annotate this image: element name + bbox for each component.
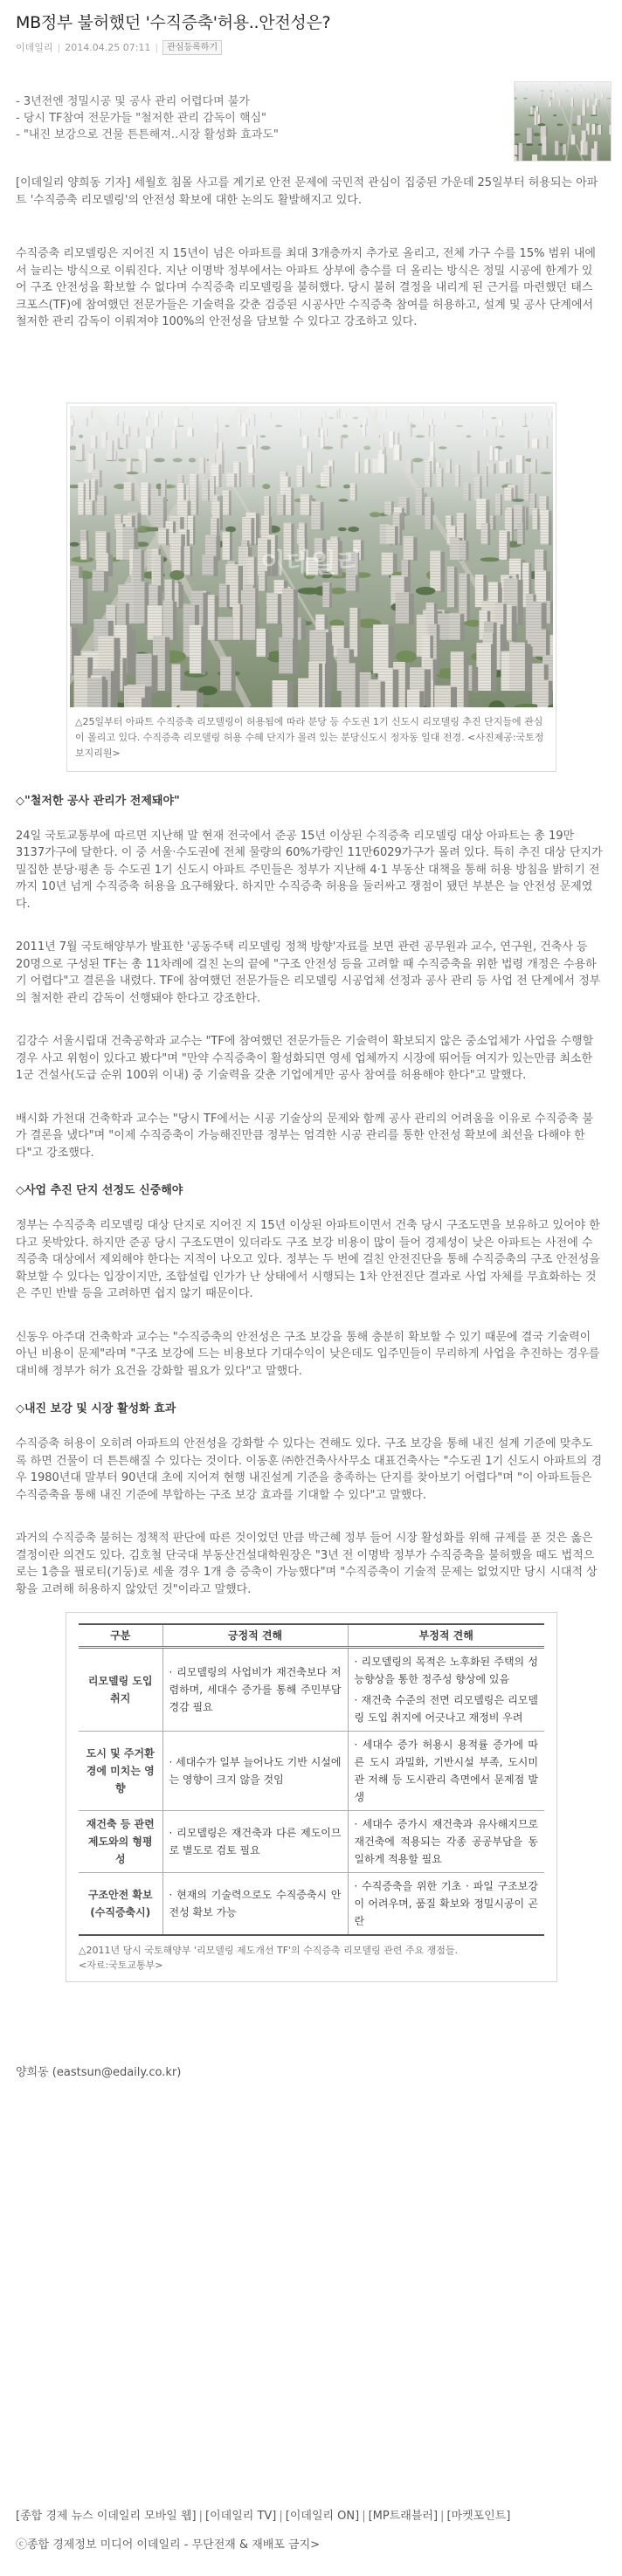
row-label: 구조안전 확보 (수직증축시) <box>79 1873 162 1936</box>
negative-cell <box>348 1648 544 1732</box>
issues-table <box>79 1623 544 1936</box>
body-paragraph: 배시화 가천대 건축학과 교수는 "당시 TF에서는 시공 기술상의 문제와 함께 공사 관리의 어려움을 이유로 수직증축 불가 결론을 냈다"며 "이제 수직증축이 가능해진만큼 정부는 엄격한 시공 관리를 통한 안전성 확보에 최선을 다해야 한다"고 강조했다. <box>16 1112 594 1160</box>
section-heading: ◇"철저한 공사 관리가 전제돼야" <box>16 794 180 808</box>
photo-caption: △25일부터 아파트 수직증축 리모델링이 허용됨에 따라 분당 등 수도권 1기 신도시 리모델링 추진 단지들에 관심이 몰리고 있다. 수직증축 리모델링 허용 수혜 단지가 몰려 있는 분당신도시 정자동 일대 전경. <사진제공:국토정보지리원> <box>75 715 544 759</box>
footer-link-mobile-web[interactable]: [종합 경제 뉴스 이데일리 모바일 웹] <box>16 2510 197 2523</box>
issues-table-box <box>66 1612 557 1982</box>
cell-item: · 세대수 증가시 재건축과 유사해지므로 재건축에 적용되는 각종 공공부담을 동일하게 적용할 필요 <box>354 1818 538 1865</box>
body-paragraph: 2011년 7월 국토해양부가 발표한 '공동주택 리모델링 정책 방향'자료를 보면 관련 공무원과 교수, 연구원, 건축사 등 20명으로 구성된 TF는 총 11차례에 걸친 논의 끝에 "구조 안전성 등을 고려할 때 수직증축을 위한 법령 개정은 수용하기 어렵다"고 결론을 내렸다. TF에 참여했던 전문가들은 리모델링 시공업체 선정과 공사 관리 등 사업 전 단계에서 정부의 철저한 관리 감독이 선행돼야 한다고 강조한다. <box>16 940 601 1005</box>
table-caption <box>79 1943 544 1973</box>
photo-city-layer <box>515 82 611 161</box>
thumbnail-aerial-image <box>515 82 611 161</box>
footer-link-on[interactable]: [이데일리 ON] <box>285 2510 360 2523</box>
table-header: 부정적 견해 <box>348 1624 544 1648</box>
table-caption-text: △2011년 당시 국토해양부 '리모델링 제도개선 TF'의 수직증축 리모델링 관련 주요 쟁점들. <box>79 1945 459 1956</box>
cell-item: · 세대수 증가 허용시 용적률 증가에 따른 도시 과밀화, 기반시설 부족, 도시미관 저해 등 도시관리 측면에서 문제점 발생 <box>354 1739 538 1803</box>
positive-cell <box>162 1811 348 1873</box>
table-row <box>79 1732 544 1811</box>
meta-separator: | <box>57 41 61 53</box>
body-paragraph: 24일 국토교통부에 따르면 지난해 말 현재 전국에서 준공 15년 이상된 수직증축 리모델링 대상 아파트는 총 19만3137가구에 달한다. 이 중 서울·수도권에 전체 물량의 60%가량인 11만6029가구가 몰려 있다. 특히 추진 대상 단지가 밀집한 분당·평촌 등 수도권 1기 신도시 아파트 주민들은 정부가 지난해 4·1 부동산 대책을 통해 허용 방침을 밝히기 전까지 10년 넘게 수직증축 허용을 요구해왔다. 하지만 수직증축 허용을 둘러싸고 쟁점이 됐던 부분은 늘 안전성 문제였다. <box>16 829 603 911</box>
apartment-aerial-photo <box>70 406 553 707</box>
negative-cell <box>348 1732 544 1811</box>
article-datetime: 2014.04.25 07:11 <box>65 41 151 53</box>
footer-link-mp-traveler[interactable]: [MP트래블러] <box>368 2510 439 2523</box>
body-paragraph: 과거의 수직증축 불허는 정책적 판단에 따른 것이었던 만큼 박근혜 정부 들어 시장 활성화를 위해 규제를 푼 것은 옳은 결정이란 의견도 있다. 김호철 단국대 부동산건설대학원장은 "3년 전 이명박 정부가 수직증축을 불허했을 때도 법적으로는 1층을 필로티(기둥)로 세울 경우 1개 층 증축이 가능했다"며 "수직증축이 기술적 문제는 없었지만 당시 시대적 상황을 고려해 허용하지 않았던 것"이라고 말했다. <box>16 1532 598 1596</box>
row-label: 리모델링 도입 취지 <box>79 1648 162 1732</box>
summary-item: - "내진 보강으로 건물 튼튼해져..시장 활성화 효과도" <box>16 128 279 141</box>
table-source: <자료:국토교통부> <box>79 1960 163 1971</box>
cell-item: · 리모델링의 사업비가 재건축보다 저렴하며, 세대수 증가를 통해 주민부담 경감 필요 <box>169 1666 342 1713</box>
article-title: MB정부 불허했던 '수직증축'허용..안전성은? <box>16 13 331 32</box>
article-source: 이데일리 <box>16 41 53 53</box>
table-header: 구분 <box>79 1624 162 1648</box>
subscribe-button[interactable]: 관심등록하기 <box>162 40 222 55</box>
cell-item: · 수직증축을 위한 기초 · 파일 구조보강이 어려우며, 품질 확보와 정밀시공이 곤란 <box>354 1880 538 1927</box>
article-summary <box>16 93 487 143</box>
table-row <box>79 1811 544 1873</box>
body-paragraph: 신동우 아주대 건축학과 교수는 "수직증축의 안전성은 구조 보강을 통해 충분히 확보할 수 있기 때문에 결국 기술력이 아닌 비용이 문제"라며 "구조 보강에 드는 비용보다 기대수익이 낮은데도 입주민들이 무리하게 사업을 추진하는 경우를 대비해 정부가 허가 요건을 강화할 필요가 있다"고 말했다. <box>16 1330 600 1378</box>
positive-cell <box>162 1732 348 1811</box>
row-label: 도시 및 주거환경에 미치는 영향 <box>79 1732 162 1811</box>
footer-separator: | <box>279 2510 283 2523</box>
cell-item: · 세대수가 일부 늘어나도 기반 시설에는 영향이 크지 않을 것임 <box>169 1756 342 1786</box>
positive-cell <box>162 1648 348 1732</box>
summary-item: - 3년전엔 정밀시공 및 공사 관리 어렵다며 불가 <box>16 95 250 108</box>
photo-haze <box>515 82 611 161</box>
footer-link-tv[interactable]: [이데일리 TV] <box>205 2510 277 2523</box>
section-heading: ◇사업 추진 단지 선정도 신중해야 <box>16 1184 183 1197</box>
footer-separator: | <box>362 2510 366 2523</box>
table-row <box>79 1873 544 1936</box>
body-paragraph: 김강수 서울시립대 건축공학과 교수는 "TF에 참여했던 전문가들은 기술력이 확보되지 않은 중소업체가 사업을 수행할 경우 사고 위험이 있다고 봤다"며 "만약 수직증축이 활성화되면 영세 업체까지 시장에 뛰어들 여지가 있는만큼 최소한 1군 건설사(도급 순위 100위 이내) 중 기술력을 갖춘 기업에게만 공사 참여를 허용해야 한다"고 말했다. <box>16 1035 594 1082</box>
meta-separator: | <box>155 41 159 53</box>
table-row <box>79 1648 544 1732</box>
body-paragraph: 정부는 수직증축 리모델링 대상 단지로 지어진 지 15년 이상된 아파트이면서 건축 당시 구조도면을 보유하고 있어야 한다고 못박았다. 하지만 준공 당시 구조도면이 있더라도 구조 보강 비용이 많이 들어 경제성이 낮은 아파트는 사전에 수직증축 대상에서 제외해야 한다는 지적이 나오고 있다. 정부는 두 번에 걸친 안전진단을 통해 수직증축의 구조 안전성을 확보할 수 있다는 입장이지만, 조합설립 인가가 난 상태에서 시행되는 1차 안전진단 결과로 사업 자체를 무효화하는 것은 주민 반발 등을 고려하면 쉽지 않기 때문이다. <box>16 1219 600 1300</box>
row-label: 재건축 등 관련제도와의 형평성 <box>79 1811 162 1873</box>
page-footer <box>16 2508 603 2553</box>
summary-item: - 당시 TF참여 전문가들 "철저한 관리 감독이 핵심" <box>16 112 267 125</box>
photo-watermark: 이데일리 <box>260 548 362 579</box>
cell-item: · 재건축 수준의 전면 리모델링은 리모델링 도입 취지에 어긋나고 재정비 우려 <box>354 1694 538 1724</box>
cell-item: · 리모델링의 목적은 노후화된 주택의 성능향상을 통한 정주성 향상에 있음 <box>354 1656 538 1685</box>
cell-item: · 리모델링은 재건축과 다른 제도이므로 별도로 검토 필요 <box>169 1827 342 1856</box>
copyright-notice: ⓒ종합 경제정보 미디어 이데일리 - 무단전재 & 재배포 금지> <box>16 2538 321 2552</box>
cell-item: · 현재의 기술력으로도 수직증축시 안전성 확보 가능 <box>169 1889 342 1918</box>
reporter-byline: 양희동 (eastsun@edaily.co.kr) <box>16 2066 182 2079</box>
lead-paragraph: [이데일리 양희동 기자] 세월호 침몰 사고를 계기로 안전 문제에 국민적 관심이 집중된 가운데 25일부터 허용되는 아파트 '수직증축 리모델링'의 안전성 확보에 대한 논의도 활발해지고 있다. <box>16 176 598 207</box>
footer-separator: | <box>440 2510 445 2523</box>
table-header-row <box>79 1624 544 1648</box>
footer-link-market-point[interactable]: [마켓포인트] <box>446 2510 511 2523</box>
negative-cell <box>348 1873 544 1936</box>
body-paragraph: 수직증축 허용이 오히려 아파트의 안전성을 강화할 수 있다는 견해도 있다. 구조 보강을 통해 내진 설계 기준에 맞추도록 하면 건물이 더 튼튼해질 수 있다는 것이다. 이동훈 ㈜한건축사사무소 대표건축사는 "수도권 1기 신도시 아파트의 경우 1980년대 말부터 90년대 초에 지어져 현행 내진설계 기준을 충족하는 단지를 찾아보기 어렵다"며 "이 아파트들은 수직증축을 통해 내진 기준에 부합하는 구조 보강 효과를 기대할 수 있다"고 말했다. <box>16 1437 603 1502</box>
article-meta <box>16 40 603 55</box>
negative-cell <box>348 1811 544 1873</box>
footer-separator: | <box>198 2510 204 2523</box>
table-header: 긍정적 견해 <box>162 1624 348 1648</box>
article-thumbnail <box>514 81 612 162</box>
body-paragraph: 수직증축 리모델링은 지어진 지 15년이 넘은 아파트를 최대 3개층까지 추가로 올리고, 전체 가구 수를 15% 범위 내에서 늘리는 방식으로 이뤄진다. 지난 이명박 정부에서는 아파트 상부에 층수를 더 올리는 방식은 정밀 시공에 한계가 있어 구조 안전성을 확보할 수 없다며 수직증축 리모델링을 불허했다. 당시 불허 결정을 내리게 된 근거를 마련했던 태스크포스(TF)에 참여했던 전문가들은 기술력을 갖춘 검증된 시공사만 수직증축 참여를 허용하고, 설계 및 공사 단계에서 철저한 관리 감독이 이뤄져야 100%의 안전성을 담보할 수 있다고 강조하고 있다. <box>16 247 596 328</box>
article-photo <box>66 403 556 772</box>
section-heading: ◇내진 보강 및 시장 활성화 효과 <box>16 1402 176 1415</box>
footer-links <box>16 2508 603 2524</box>
positive-cell <box>162 1873 348 1936</box>
